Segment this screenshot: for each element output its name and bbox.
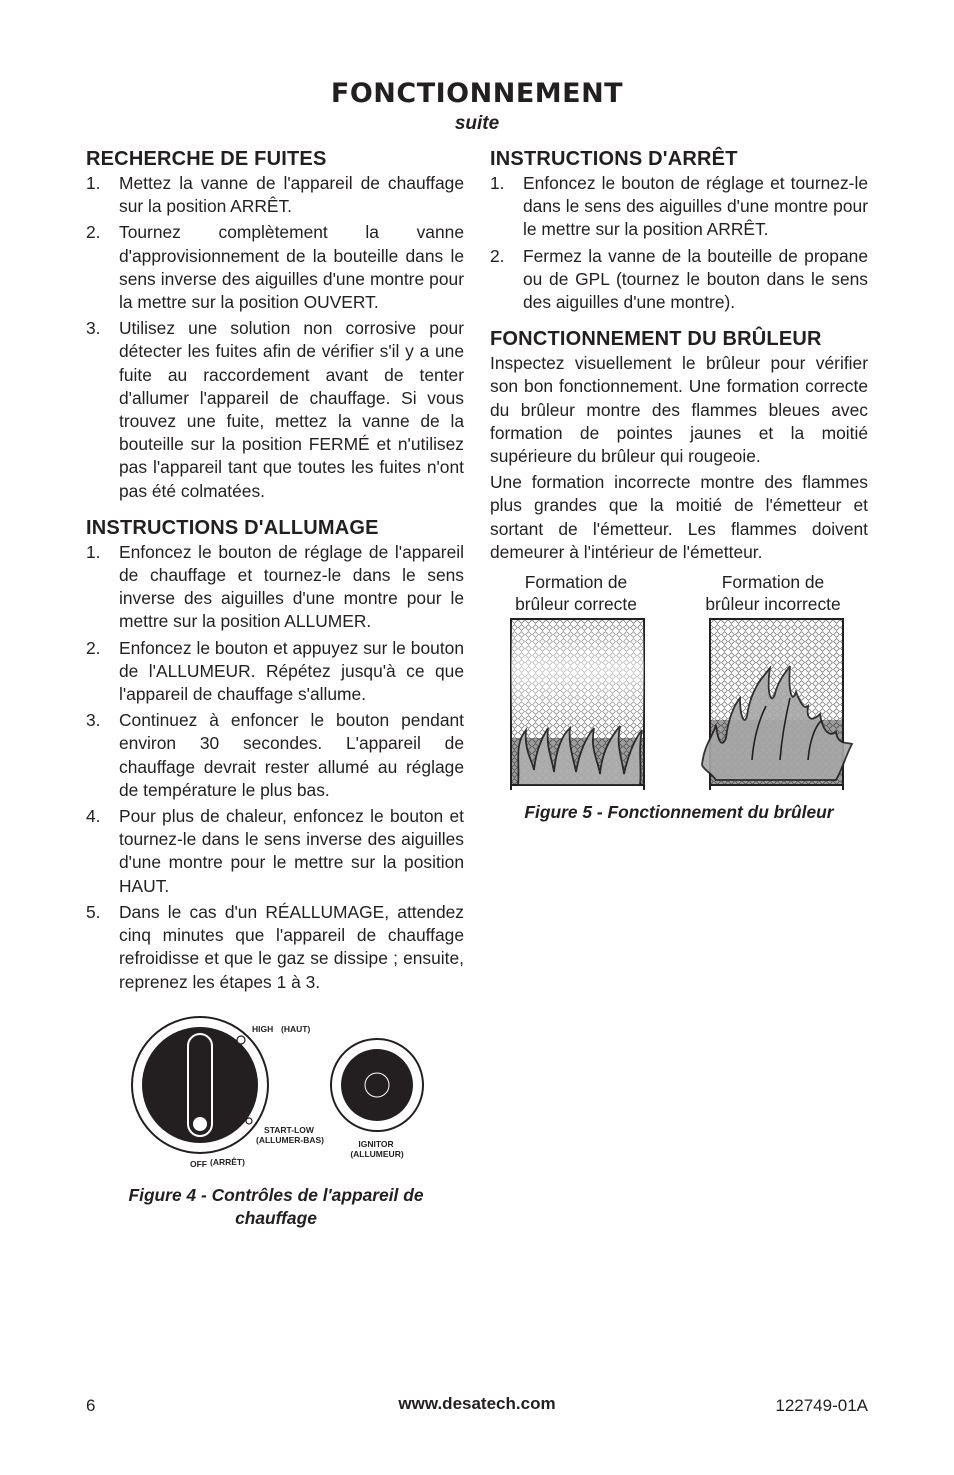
burner-figure [490,610,870,790]
burner-paragraph: Une formation incorrecte montre des flammes plus grandes que la moitié de l'émetteur et sortant de l'émetteur. Les flammes doivent demeurer à l'intérieur de l'émetteur. [490,472,868,562]
leak-check-heading: RECHERCHE DE FUITES [86,148,327,170]
left-column [86,146,464,997]
list-item: 1. Enfoncez le bouton de réglage et tournez-le dans le sens des aiguilles d'une montre pour le mettre sur la position ARRÊT. [490,173,868,240]
list-item: 2. Enfoncez le bouton et appuyez sur le bouton de l'ALLUMEUR. Répétez jusqu'à ce que l'appareil de chauffage s'allume. [86,637,464,705]
lighting-steps [86,541,464,994]
list-item: 2. Fermez la vanne de la bouteille de propane ou de GPL (tournez le bouton dans le sens des aiguilles d'une montre). [490,245,868,313]
page-subtitle: suite [454,113,500,134]
list-item: 1. Mettez la vanne de l'appareil de chauffage sur la position ARRÊT. [86,173,464,217]
leak-check-steps [86,172,464,503]
website-link[interactable]: www.desatech.com [398,1394,556,1413]
page-title: FONCTIONNEMENT [330,78,624,109]
off-label: OFF [190,1159,207,1169]
ignitor-button[interactable] [331,1039,423,1131]
list-item: 5. Dans le cas d'un RÉALLUMAGE, attendez cinq minutes que l'appareil de chauffage refroidisse et que le gaz se dissipe ; ensuite, reprenez les étapes 1 à 3. [86,901,464,992]
shutdown-steps [490,172,868,314]
correct-burner [511,619,644,790]
start-low-label: START-LOW [264,1125,314,1135]
high-label-fr: (HAUT) [281,1024,311,1034]
label-incorrect-burner: Formation de brûleur incorrecte [705,572,841,614]
figure4-caption: Figure 4 - Contrôles de l'appareil de chauffage [128,1185,424,1228]
right-column [490,146,868,567]
list-item: 3. Utilisez une solution non corrosive pour détecter les fuites afin de vérifier s'il y a une fuite au raccordement avant de tenter d'allumer l'appareil de chauffage. Si vous trouvez une fuite, mettez la vanne de la bouteille sur la position FERMÉ et n'utilisez pas l'appareil tant que toutes les fuites n'ont pas été colmatées. [86,318,464,501]
control-knob[interactable] [132,1017,268,1153]
start-low-position-marker [246,1118,252,1124]
list-item: 4. Pour plus de chaleur, enfoncez le bouton et tournez-le dans le sens inverse des aiguilles d'une montre pour le mettre sur la position HAUT. [86,806,464,896]
off-label-fr: (ARRÊT) [210,1157,245,1167]
lighting-heading: INSTRUCTIONS D'ALLUMAGE [86,516,379,539]
list-item: 3. Continuez à enfoncer le bouton pendant environ 30 secondes. L'appareil de chauffage devrait rester allumé au réglage de température le plus bas. [86,710,464,800]
ignitor-label: IGNITOR [358,1139,394,1149]
document-number: 122749-01A [775,1396,868,1415]
burner-paragraph: Inspectez visuellement le brûleur pour vérifier son bon fonctionnement. Une formation correcte du brûleur montre des flammes bleues avec formation de pointes jaunes et la moitié supérieure du brûleur qui rougeoie. [490,353,868,467]
high-position-marker [237,1036,245,1044]
list-item: 1. Enfoncez le bouton de réglage de l'appareil de chauffage et tournez-le dans le sens inverse des aiguilles d'une montre pour le mettre sur la position ALLUMER. [86,541,464,632]
burner-heading: FONCTIONNEMENT DU BRÛLEUR [490,328,822,351]
list-item: 2. Tournez complètement la vanne d'approvisionnement de la bouteille dans le sens inverse des aiguilles d'une montre pour la mettre sur la position OUVERT. [86,222,464,313]
page-number: 6 [86,1396,96,1415]
label-correct-burner: Formation de brûleur correcte [515,572,637,614]
figure5-caption: Figure 5 - Fonctionnement du brûleur [524,802,834,822]
incorrect-burner [702,619,852,790]
high-label: HIGH [252,1024,274,1034]
start-low-label-fr: (ALLUMER-BAS) [256,1135,324,1145]
shutdown-heading: INSTRUCTIONS D'ARRÊT [490,148,738,170]
control-panel-figure [120,1010,440,1175]
ignitor-label-fr: (ALLUMEUR) [350,1149,404,1159]
